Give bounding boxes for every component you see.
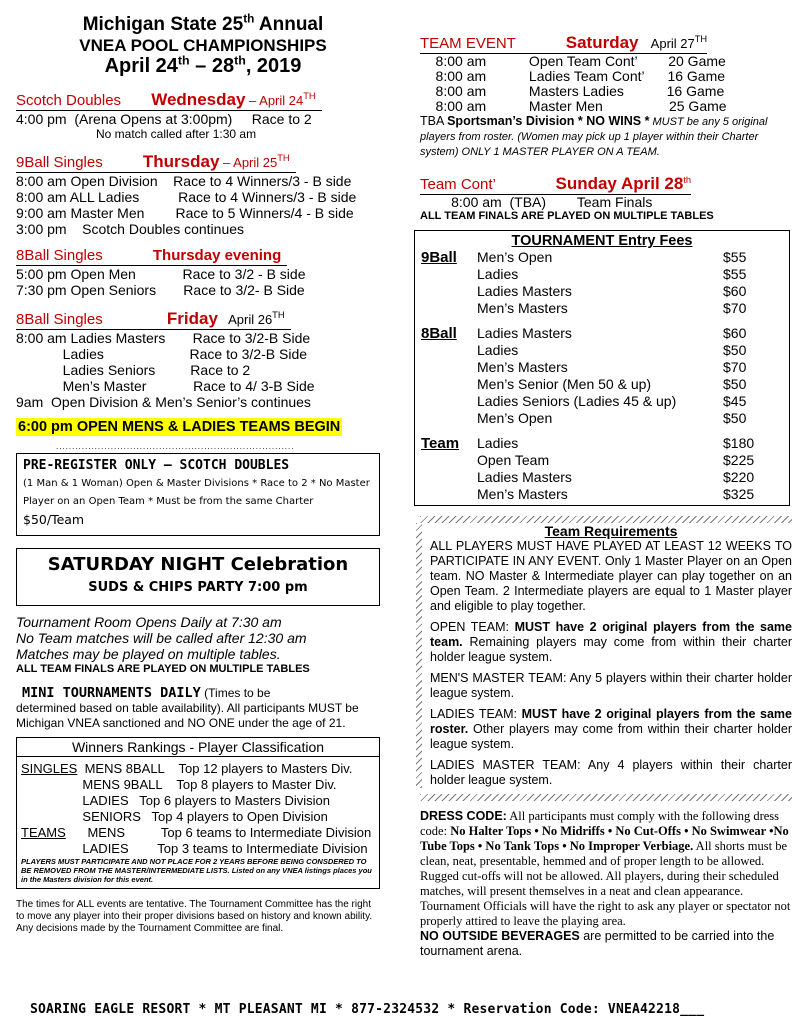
ladies-team-label: LADIES TEAM: (430, 707, 522, 721)
fee-name: Men’s Open (477, 249, 553, 265)
left-column (16, 14, 390, 935)
dress-code-text: All shorts must be clean, neat, presentable, hemmed and of proper length to be allowed. Rugged cut-offs will not be allowed. All players, during their scheduled matches, will present themselves in a neat and clean appearance. Tournament Officials will have the right to ask any player or spectator not properly attired to leave the playing area. (420, 839, 791, 928)
fee-group (421, 435, 783, 503)
nineball-row: 8:00 am ALL Ladies Race to 4 Winners/3 - B side (16, 189, 357, 205)
fee-price: $45 (723, 393, 747, 409)
ladies-team-rest: Other players may come from within their charter holder league system. (430, 722, 792, 751)
fee-name: Ladies (477, 435, 519, 451)
fee-group (421, 249, 783, 317)
winners-row (21, 793, 375, 809)
fee-row (421, 325, 783, 342)
fee-name: Ladies Masters (477, 469, 572, 485)
nineball-heading (16, 153, 296, 173)
winners-detail: LADIES Top 6 players to Masters Division (21, 793, 330, 808)
beverages-text: are permitted to be carried into the tournament arena. (420, 929, 775, 958)
scotch-line2: No match called after 1:30 am (96, 127, 257, 141)
mini-text-a: (Times to be (200, 686, 271, 700)
fee-name: Men’s Senior (Men 50 & up) (477, 376, 652, 392)
fee-category (421, 393, 477, 410)
fee-name: Ladies Masters (477, 283, 572, 299)
team-cont-heading (420, 175, 691, 195)
fee-group (421, 325, 783, 427)
title-line1-end: Annual (254, 14, 324, 35)
fee-category (421, 469, 477, 486)
scotch-day: Wednesday (151, 90, 246, 109)
fee-name: Ladies Masters (477, 325, 572, 341)
winners-row (21, 825, 375, 841)
open-daily-line: Matches may be played on multiple tables. (16, 646, 281, 662)
ladies-team-rule: MUST have 2 original players from the same roster. (430, 707, 792, 736)
nineball-date: – April 25 (219, 155, 278, 170)
nineball-day: Thursday (142, 152, 220, 171)
winners-row (21, 777, 375, 793)
fee-row (421, 249, 783, 266)
team-event-heading (420, 34, 707, 54)
scotch-line1: 4:00 pm (Arena Opens at 3:00pm) Race to 2 (16, 111, 312, 127)
fee-row (421, 435, 783, 452)
winners-fine-print: PLAYERS MUST PARTICIPATE AND NOT PLACE FOR 2 YEARS BEFORE BEING CONSDERED TO BE REMOVED FROM THE MASTER/INTERMEDIATE LISTS. Listed on any VNEA listings places you in the Masters division for this event. (21, 857, 372, 884)
eightball-thu-row: 7:30 pm Open Seniors Race to 3/2- B Side (16, 282, 305, 298)
dress-code-label: DRESS CODE: (420, 809, 507, 823)
fee-row (421, 410, 783, 427)
nineball-schedule (16, 173, 390, 237)
fee-price: $180 (723, 435, 755, 451)
scotch-date-sup: TH (303, 91, 316, 101)
fee-row (421, 300, 783, 317)
requirements-general: ALL PLAYERS MUST HAVE PLAYED AT LEAST 12 WEEKS TO PARTICIPATE IN ANY EVENT. Only 1 Master Player on an Open team. NO Master & Intermediate player can play together on an Open Team. 2 Intermediate players are equal to 1 Master player and eligible to play together. (430, 539, 792, 613)
eightball-fri-row: 8:00 am Ladies Masters Race to 3/2-B Side (16, 330, 311, 346)
fee-price: $60 (723, 283, 747, 299)
nineball-label: 9Ball Singles (16, 154, 103, 171)
winners-title: Winners Rankings - Player Classification (17, 739, 379, 757)
fee-name: Men’s Masters (477, 359, 568, 375)
eightball-thu-heading (16, 247, 287, 266)
fee-groups (421, 249, 783, 503)
eightball-fri-schedule (16, 330, 390, 410)
fee-category (421, 359, 477, 376)
fee-category (421, 266, 477, 283)
mini-text-b: determined based on table availability). All participants MUST be Michigan VNEA sanctioned and NO ONE under the age of 21. (16, 701, 359, 730)
eightball-fri-heading (16, 310, 291, 330)
eightball-fri-day: Friday (166, 309, 218, 328)
eightball-fri-label: 8Ball Singles (16, 311, 103, 328)
team-event-date-sup: TH (694, 34, 708, 44)
hatch-divider (420, 516, 792, 523)
eightball-thu-label: 8Ball Singles (16, 247, 103, 264)
nineball-date-sup: TH (277, 153, 290, 163)
title-dates-c: , 2019 (245, 55, 302, 77)
team-finals-note-right: ALL TEAM FINALS ARE PLAYED ON MULTIPLE TABLES (420, 210, 714, 222)
saturday-night-box (16, 548, 380, 606)
fee-row (421, 342, 783, 359)
fee-row (421, 266, 783, 283)
tba-label: TBA (420, 114, 448, 128)
fee-price: $50 (723, 410, 747, 426)
eightball-fri-row: Men’s Master Race to 4/ 3-B Side (16, 378, 315, 394)
winners-row (21, 809, 375, 825)
winners-detail: LADIES Top 3 teams to Intermediate Division (21, 841, 368, 856)
page-title (16, 14, 390, 77)
fee-price: $55 (723, 249, 747, 265)
fee-name: Ladies (477, 266, 519, 282)
team-cont-date-sup: th (683, 175, 692, 185)
winners-row (21, 761, 375, 777)
open-daily-line: Tournament Room Opens Daily at 7:30 am (16, 614, 282, 630)
fee-name: Men’s Masters (477, 300, 568, 316)
open-team-rest: Remaining players may come from within their charter holder league system. (430, 635, 792, 664)
fee-name: Men’s Masters (477, 486, 568, 502)
winners-rows (21, 761, 375, 857)
eightball-fri-date: April 26 (228, 312, 273, 327)
scotch-date: – April 24 (245, 93, 304, 108)
teams-begin-highlight: 6:00 pm OPEN MENS & LADIES TEAMS BEGIN (18, 419, 341, 435)
nineball-row: 8:00 am Open Division Race to 4 Winners/3 - B side (16, 173, 352, 189)
prereg-box (16, 453, 380, 536)
title-dates-b: – 28 (189, 55, 235, 77)
fee-row (421, 376, 783, 393)
winners-detail: MENS 8BALL Top 12 players to Masters Div. (77, 761, 353, 776)
fee-category (421, 452, 477, 469)
dress-code-intro: All participants must comply with the following dress code: (420, 809, 780, 838)
fee-category: 9Ball (421, 249, 457, 266)
hatch-divider (420, 794, 792, 801)
title-line1: Michigan State 25 (82, 14, 244, 35)
fee-category (421, 342, 477, 359)
team-event-row: 8:00 am Masters Ladies 16 Game (420, 83, 725, 99)
fee-row (421, 469, 783, 486)
dress-code (420, 809, 792, 959)
winners-detail: SENIORS Top 4 players to Open Division (21, 809, 328, 824)
open-team-rule: MUST have 2 original players from the same team. (430, 620, 792, 649)
fee-price: $70 (723, 359, 747, 375)
scotch-label: Scotch Doubles (16, 92, 122, 109)
footer-contact: SOARING EAGLE RESORT * MT PLEASANT MI * 877-2324532 * Reservation Code: VNEA42218___ (30, 1002, 705, 1017)
fee-category (421, 376, 477, 393)
mini-title: MINI TOURNAMENTS DAILY (22, 685, 201, 701)
fee-row (421, 452, 783, 469)
fee-category (421, 283, 477, 300)
prereg-details: (1 Man & 1 Woman) Open & Master Divisions * Race to 2 * No Master Player on an Open Team * Must be from the same Charter (23, 478, 370, 507)
requirements-ladies-master: LADIES MASTER TEAM: Any 4 players within their charter holder league system. (430, 758, 792, 787)
prereg-price: $50/Team (23, 512, 85, 527)
fee-name: Ladies (477, 342, 519, 358)
title-dates-sup2: th (234, 53, 246, 68)
team-event-date: April 27 (650, 36, 695, 51)
fee-price: $60 (723, 325, 747, 341)
eightball-fri-row: Ladies Seniors Race to 2 (16, 362, 251, 378)
open-daily-line: No Team matches will be called after 12:30 am (16, 630, 307, 646)
tba-details: MUST be any 5 original players from roster. (Women may pick up 1 player within their Charter system) ONLY 1 MASTER PLAYER ON A TEAM. (420, 116, 768, 158)
fee-price: $50 (723, 342, 747, 358)
fee-category: Team (421, 435, 460, 452)
prereg-title: PRE-REGISTER ONLY – SCOTCH DOUBLES (23, 458, 290, 473)
open-daily-notes (16, 614, 390, 662)
fee-row (421, 359, 783, 376)
fee-row (421, 393, 783, 410)
eightball-fri-row: 9am Open Division & Men’s Senior’s continues (16, 394, 311, 410)
requirements-title: Team Requirements (544, 523, 678, 539)
fee-name: Open Team (477, 452, 550, 468)
team-requirements (420, 523, 792, 788)
saturday-night-title: SATURDAY NIGHT Celebration (47, 554, 349, 575)
fee-price: $220 (723, 469, 755, 485)
team-event-row: 8:00 am Ladies Team Cont’ 16 Game (420, 68, 726, 84)
title-sup: th (243, 12, 255, 26)
team-finals-row: 8:00 am (TBA) Team Finals (420, 194, 653, 210)
requirements-open-team (430, 620, 792, 665)
team-event-row: 8:00 am Master Men 25 Game (420, 98, 727, 114)
team-event-day: Saturday (565, 33, 639, 52)
saturday-night-subtitle: SUDS & CHIPS PARTY 7:00 pm (88, 580, 308, 595)
title-dates-a: April 24 (104, 55, 178, 77)
dress-code-rules: No Halter Tops • No Midriffs • No Cut-Offs • No Swimwear •No Tube Tops • No Tank Tops • No Improper Verbiage. (420, 824, 789, 853)
winners-detail: MENS 9BALL Top 8 players to Master Div. (21, 777, 337, 792)
eightball-thu-row: 5:00 pm Open Men Race to 3/2 - B side (16, 266, 306, 282)
fee-category: 8Ball (421, 325, 457, 342)
fee-price: $70 (723, 300, 747, 316)
winners-detail: MENS Top 6 teams to Intermediate Division (65, 825, 372, 840)
scotch-heading (16, 91, 322, 111)
team-event-schedule (420, 54, 792, 114)
fee-name: Men’s Open (477, 410, 553, 426)
tba-division: Sportsman’s Division * NO WINS * (447, 114, 650, 128)
fee-row (421, 283, 783, 300)
right-column (420, 34, 792, 959)
fee-price: $325 (723, 486, 755, 502)
fee-category (421, 486, 477, 503)
eightball-fri-row: Ladies Race to 3/2-B Side (16, 346, 308, 362)
winners-rankings-box (16, 737, 380, 889)
team-cont-label: Team Cont’ (420, 176, 496, 193)
requirements-mens-master: MEN'S MASTER TEAM: Any 5 players within their charter holder league system. (430, 671, 792, 700)
winners-category: TEAMS (21, 825, 66, 840)
team-finals-note-left: ALL TEAM FINALS ARE PLAYED ON MULTIPLE TABLES (16, 663, 310, 675)
fee-category (421, 410, 477, 427)
fee-price: $55 (723, 266, 747, 282)
eightball-thu-day: Thursday evening (152, 247, 282, 264)
requirements-ladies-team (430, 707, 792, 752)
title-line2: VNEA POOL CHAMPIONSHIPS (79, 36, 327, 55)
fee-name: Ladies Seniors (Ladies 45 & up) (477, 393, 677, 409)
fee-price: $50 (723, 376, 747, 392)
nineball-row: 9:00 am Master Men Race to 5 Winners/4 - B side (16, 205, 354, 221)
dotted-divider: .......................................................................... (56, 442, 295, 451)
tba-note (420, 114, 792, 159)
eightball-thu-schedule (16, 266, 390, 298)
open-team-label: OPEN TEAM: (430, 620, 515, 634)
team-event-row: 8:00 am Open Team Cont’ 20 Game (420, 53, 726, 69)
eightball-fri-date-sup: TH (272, 310, 285, 320)
mini-tournaments (16, 686, 390, 731)
team-event-label: TEAM EVENT (420, 35, 516, 52)
fee-row (421, 486, 783, 503)
entry-fees-box (414, 230, 790, 506)
beverages-label: NO OUTSIDE BEVERAGES (420, 929, 580, 943)
team-cont-day: Sunday April 28 (555, 174, 684, 193)
winners-category: SINGLES (21, 761, 78, 776)
nineball-row: 3:00 pm Scotch Doubles continues (16, 221, 245, 237)
tentative-disclaimer: The times for ALL events are tentative. The Tournament Committee has the right to move any player into their proper divisions based on history and known ability. Any decisions made by the Tournament Committee are final. (16, 899, 373, 934)
winners-row (21, 841, 375, 857)
fees-title: TOURNAMENT Entry Fees (511, 233, 693, 249)
fee-category (421, 300, 477, 317)
title-dates-sup1: th (177, 53, 190, 68)
fee-price: $225 (723, 452, 755, 468)
